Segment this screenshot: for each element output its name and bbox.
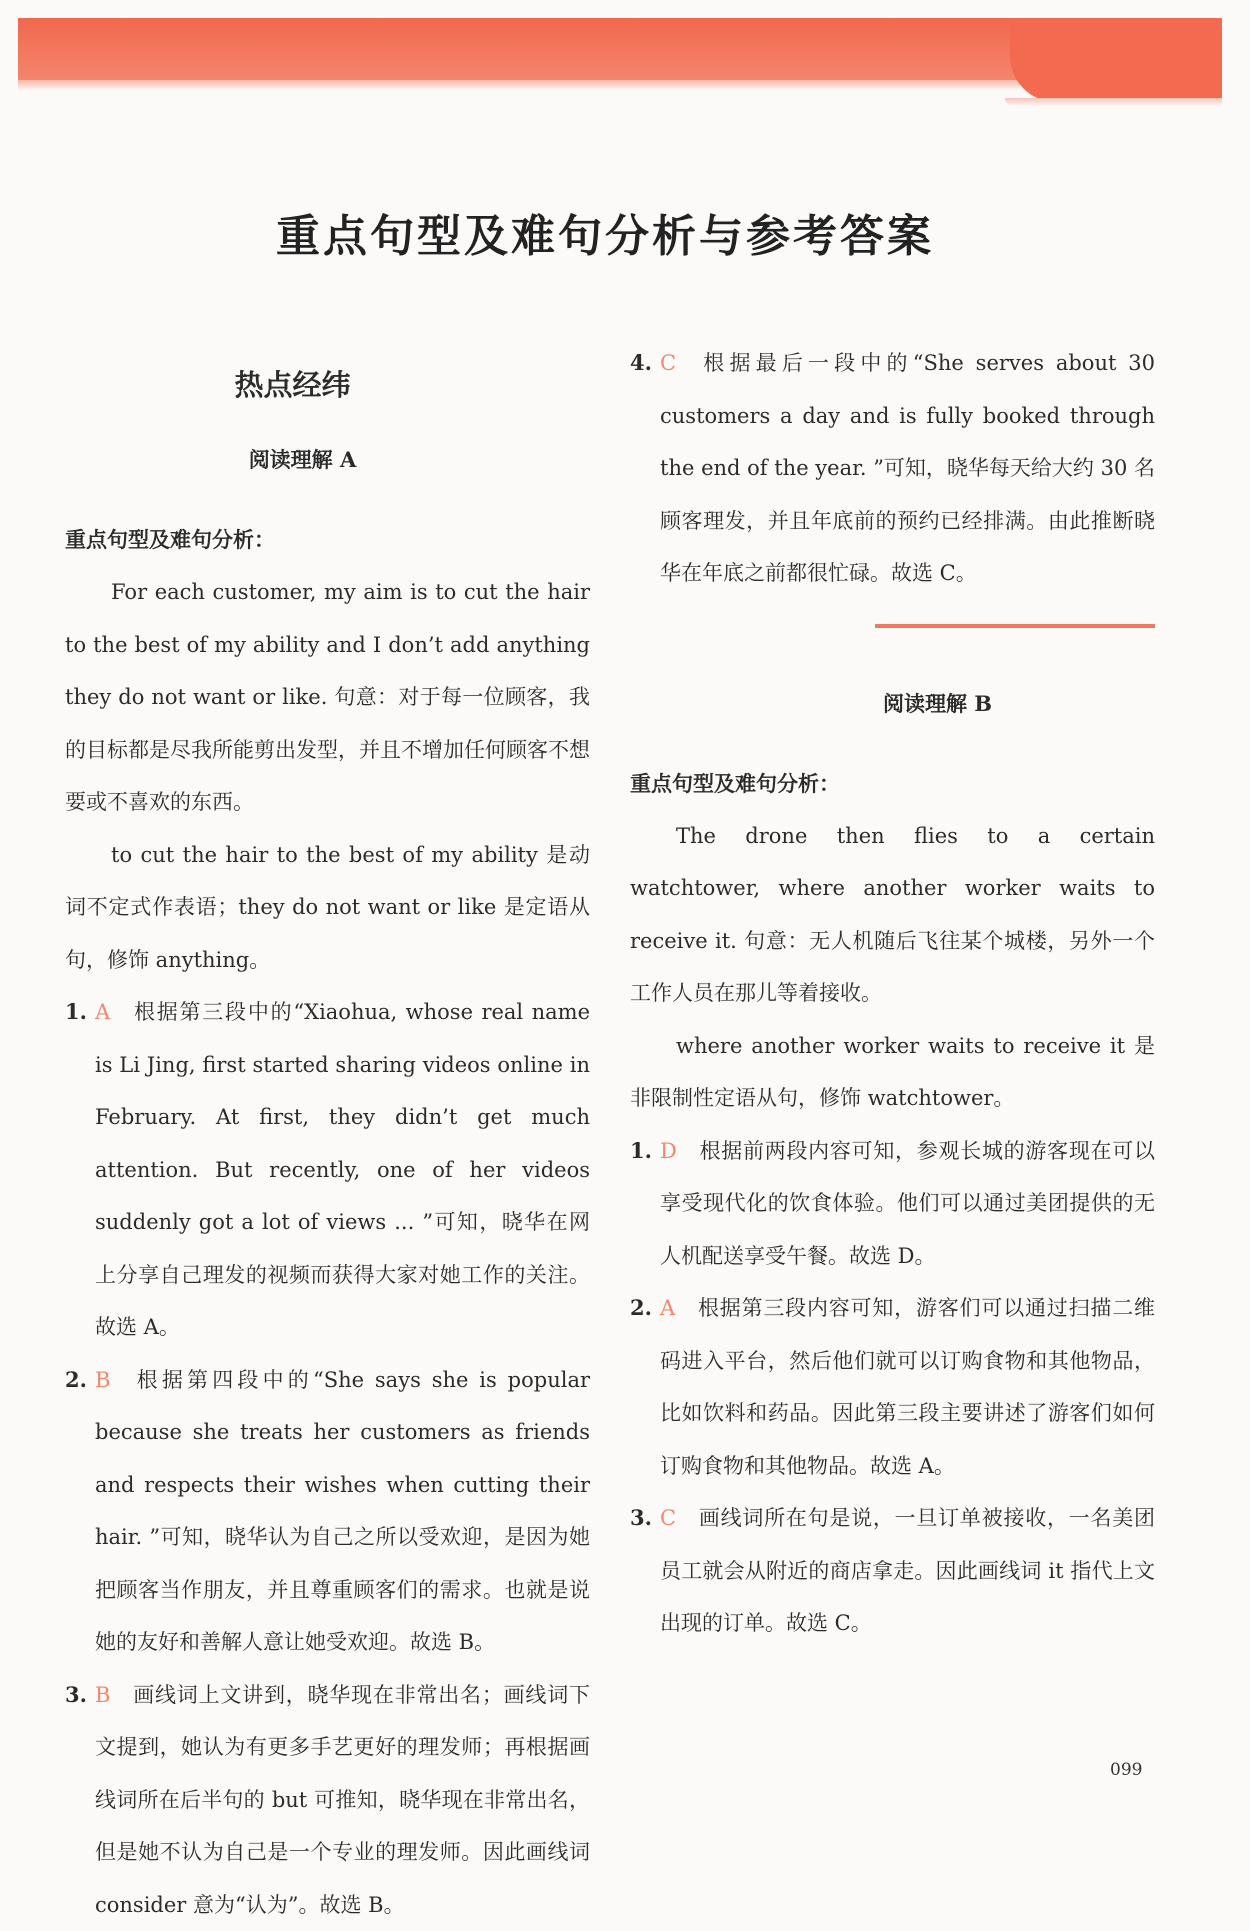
answer-letter: B <box>95 1368 110 1392</box>
header-band <box>18 18 1020 80</box>
header-band-shadow <box>18 80 1020 90</box>
question-explanation: 画线词所在句是说，一旦订单被接收，一名美团员工就会从附近的商店拿走。因此画线词 it 指代上文出现的订单。故选 C。 <box>660 1506 1155 1635</box>
question-explanation: 根据第三段中的“Xiaohua, whose real name is Li Jing, first started sharing videos online in February. At first, they didn’t get much attention. But recently, one of her videos suddenly got a lot of views ... ”可知，晓华在网上分享自己理发的视频而获得大家对她工作的关注。故选 A。 <box>95 1000 590 1339</box>
answer-letter: A <box>95 1000 110 1024</box>
reading-a-question-2 <box>65 1354 590 1669</box>
reading-a-question-1 <box>65 986 590 1354</box>
reading-b-question-2 <box>630 1282 1155 1492</box>
answer-letter: A <box>660 1296 675 1320</box>
question-number: 2. <box>65 1354 87 1407</box>
question-number: 4. <box>630 337 652 390</box>
question-number: 3. <box>65 1669 87 1722</box>
section-divider <box>875 624 1155 628</box>
question-explanation: 根据最后一段中的“She serves about 30 customers a day and is fully booked through the end of the year. ”可知，晓华每天给大约 30 名顾客理发，并且年底前的预约已经排满。由此推断晓华在年底之前都很忙碌。故选 C。 <box>660 351 1155 585</box>
right-column <box>630 337 1155 1650</box>
reading-b-question-1 <box>630 1125 1155 1283</box>
reading-a-grammar-note: to cut the hair to the best of my ability 是动词不定式作表语；they do not want or like 是定语从句，修饰 anything。 <box>65 829 590 987</box>
question-number: 3. <box>630 1492 652 1545</box>
reading-a-key-sentence: For each customer, my aim is to cut the hair to the best of my ability and I don’t add anything they do not want or like. 句意：对于每一位顾客，我的目标都是尽我所能剪出发型，并且不增加任何顾客不想要或不喜欢的东西。 <box>65 566 590 829</box>
header-corner-tab <box>1010 18 1222 102</box>
page-title: 重点句型及难句分析与参考答案 <box>0 200 1210 264</box>
reading-b-grammar-note: where another worker waits to receive it 是非限制性定语从句，修饰 watchtower。 <box>630 1020 1155 1125</box>
question-explanation: 画线词上文讲到，晓华现在非常出名；画线词下文提到，她认为有更多手艺更好的理发师；再根据画线词所在后半句的 but 可推知，晓华现在非常出名，但是她不认为自己是一个专业的理发师。因此画线词 consider 意为“认为”。故选 B。 <box>95 1683 590 1917</box>
reading-a-question-4 <box>630 337 1155 600</box>
question-explanation: 根据前两段内容可知，参观长城的游客现在可以享受现代化的饮食体验。他们可以通过美团提供的无人机配送享受午餐。故选 D。 <box>660 1139 1155 1268</box>
header-corner-shadow <box>1005 98 1222 106</box>
reading-b-question-3 <box>630 1492 1155 1650</box>
answer-letter: D <box>660 1139 677 1163</box>
question-explanation: 根据第四段中的“She says she is popular because she treats her customers as friends and respects their wishes when cutting their hair. ”可知，晓华认为自己之所以受欢迎，是因为她把顾客当作朋友，并且尊重顾客们的需求。也就是说她的友好和善解人意让她受欢迎。故选 B。 <box>95 1368 590 1655</box>
reading-b-key-sentence: The drone then flies to a certain watchtower, where another worker waits to receive it. 句意：无人机随后飞往某个城楼，另外一个工作人员在那儿等着接收。 <box>630 810 1155 1020</box>
question-number: 1. <box>65 986 87 1039</box>
reading-a-question-3 <box>65 1669 590 1931</box>
question-number: 1. <box>630 1125 652 1178</box>
question-number: 2. <box>630 1282 652 1335</box>
answer-letter: C <box>660 351 676 375</box>
reading-a-analysis-heading: 重点句型及难句分析： <box>65 514 590 566</box>
question-explanation: 根据第三段内容可知，游客们可以通过扫描二维码进入平台，然后他们就可以订购食物和其他物品，比如饮料和药品。因此第三段主要讲述了游客们如何订购食物和其他物品。故选 A。 <box>660 1296 1155 1478</box>
page-number: 099 <box>1110 1760 1142 1780</box>
left-column <box>65 350 590 1931</box>
reading-a-heading: 阅读理解 A <box>65 420 590 514</box>
answer-letter: C <box>660 1506 676 1530</box>
section-title: 热点经纬 <box>65 350 590 420</box>
reading-b-heading: 阅读理解 B <box>630 664 1155 758</box>
answer-letter: B <box>95 1683 110 1707</box>
reading-b-analysis-heading: 重点句型及难句分析： <box>630 758 1155 810</box>
